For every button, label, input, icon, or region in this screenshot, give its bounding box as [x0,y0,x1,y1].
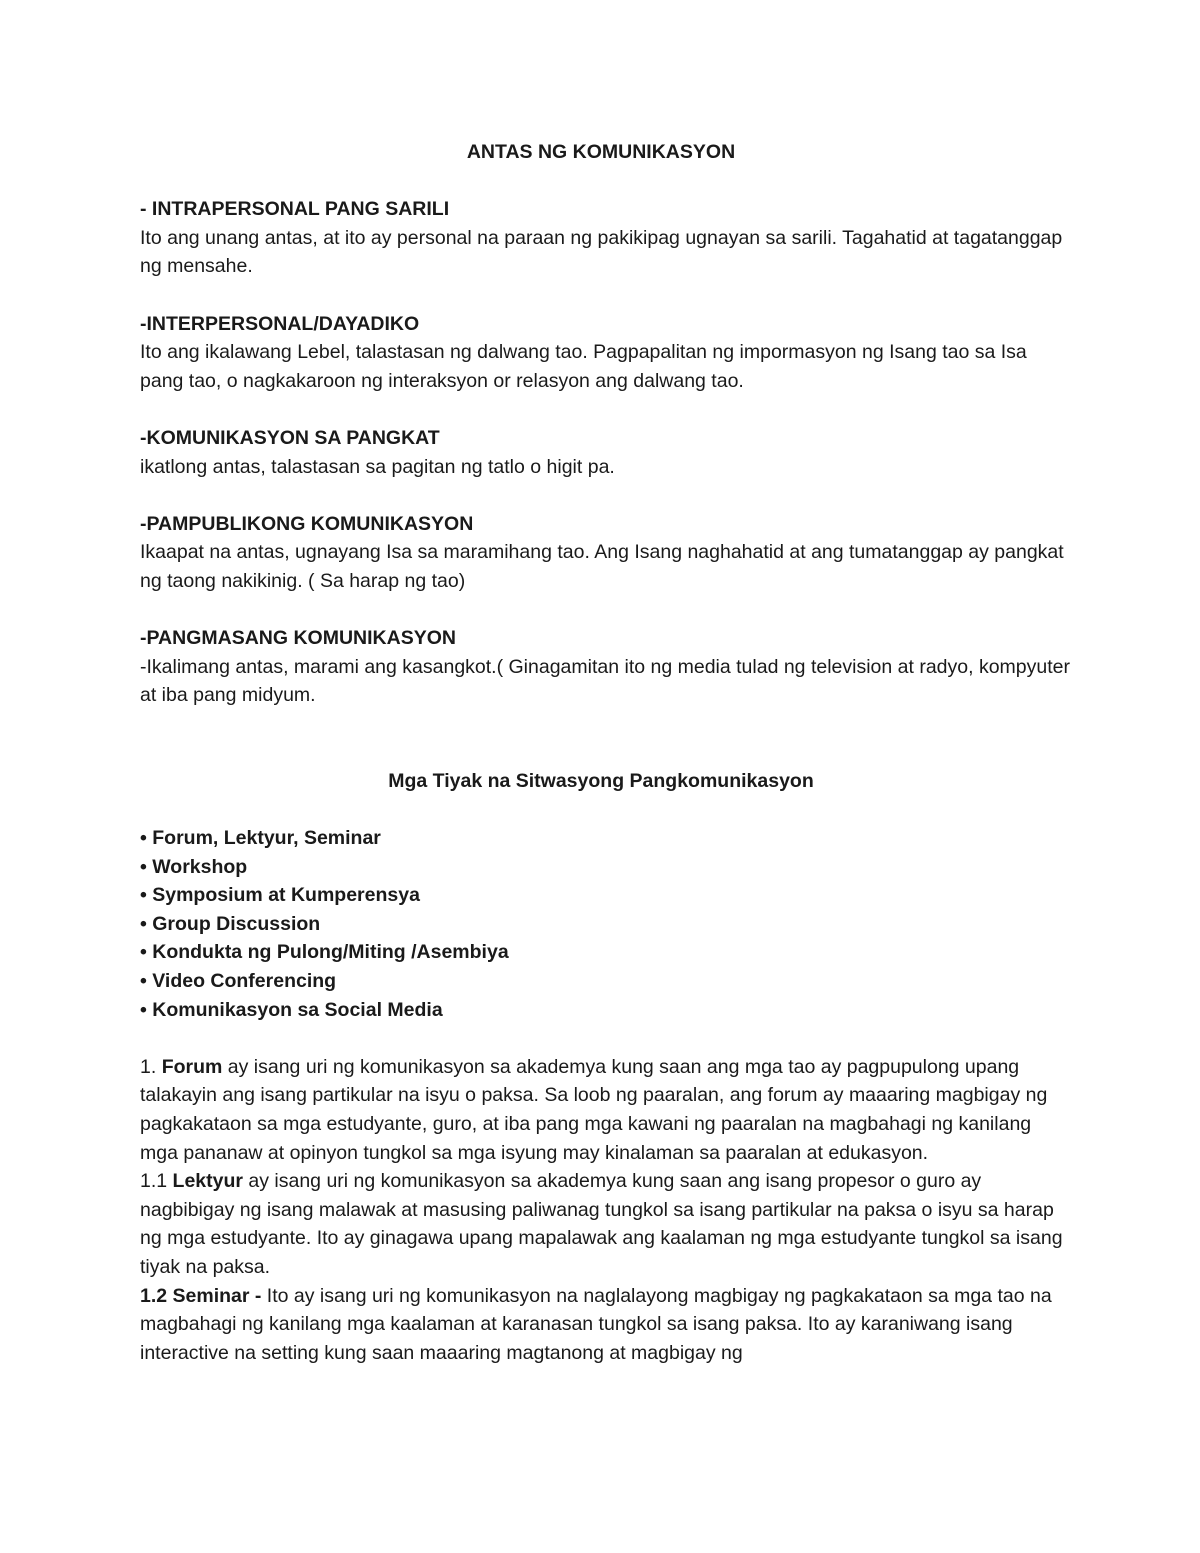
list-item: • Workshop [140,855,248,878]
detail-prefix: 1. [140,1055,162,1078]
detail-forum [140,1053,1070,1167]
situations-list [140,824,1070,1024]
document-page [140,138,1070,1367]
level-pangmasa [140,624,1070,710]
document-title: ANTAS NG KOMUNIKASYON [466,141,736,163]
level-pangkat [140,424,1070,481]
level-description: Ikaapat na antas, ugnayang Isa sa maramihang tao. Ang Isang naghahatid at ang tumatanggap ay pangkat ng taong nakikinig. ( Sa harap ng tao) [140,541,1064,592]
detail-term: 1.2 Seminar - [140,1284,262,1307]
level-heading: -PAMPUBLIKONG KOMUNIKASYON [140,512,474,535]
detail-term: Lektyur [172,1170,243,1193]
list-item: • Kondukta ng Pulong/Miting /Asembiya [140,941,509,964]
detail-body: Ito ay isang uri ng komunikasyon na naglalayong magbigay ng pagkakataon sa mga tao na magbahagi ng kanilang mga kaalaman at karanasan tungkol sa isang paksa. Ito ay karaniwang isang interactive na setting kung saan maaaring magtanong at magbigay ng [140,1284,1052,1364]
detail-seminar [140,1282,1070,1368]
level-heading: -PANGMASANG KOMUNIKASYON [140,627,456,650]
list-item: • Komunikasyon sa Social Media [140,998,443,1021]
detail-body: ay isang uri ng komunikasyon sa akademya kung saan ang isang propesor o guro ay nagbibigay ng isang malawak at masusing paliwanag tungkol sa isang partikular na paksa o isyu sa harap ng mga estudyante. Ito ay ginagawa upang mapalawak ang kaalaman ng mga estudyante tungkol sa isang tiyak na paksa. [140,1170,1063,1278]
situations-title: Mga Tiyak na Sitwasyong Pangkomunikasyon [388,769,814,792]
detail-term: Forum [161,1055,223,1078]
level-heading: - INTRAPERSONAL PANG SARILI [140,198,450,221]
detail-prefix: 1.1 [140,1170,173,1193]
level-description: Ito ang unang antas, at ito ay personal na paraan ng pakikipag ugnayan sa sarili. Tagahatid at tagatanggap ng mensahe. [140,226,1063,278]
level-interpersonal [140,310,1070,396]
level-heading: -KOMUNIKASYON SA PANGKAT [140,426,440,449]
level-description: -Ikalimang antas, marami ang kasangkot.( Ginagamitan ito ng media tulad ng television at radyo, kompyuter at iba pang midyum. [140,655,1070,707]
level-heading: -INTERPERSONAL/DAYADIKO [140,312,420,335]
list-item: • Video Conferencing [140,970,337,993]
list-item: • Forum, Lektyur, Seminar [140,827,381,850]
list-item: • Group Discussion [140,912,321,935]
level-intrapersonal [140,195,1070,281]
detail-lektyur [140,1167,1070,1281]
level-description: Ito ang ikalawang Lebel, talastasan ng dalwang tao. Pagpapalitan ng impormasyon ng Isang tao sa Isa pang tao, o nagkakaroon ng interaksyon or relasyon ang dalwang tao. [140,341,1027,392]
level-pampubliko [140,510,1070,596]
detail-body: ay isang uri ng komunikasyon sa akademya kung saan ang mga tao ay pagpupulong upang talakayin ang isang partikular na isyu o paksa. Sa loob ng paaralan, ang forum ay maaaring magbigay ng pagkakataon sa mga estudyante, guro, at iba pang mga kawani ng paaralan na magbahagi ng kanilang mga pananaw at opinyon tungkol sa mga isyung may kinalaman sa paaralan at edukasyon. [140,1055,1048,1164]
level-description: ikatlong antas, talastasan sa pagitan ng tatlo o higit pa. [140,455,615,478]
list-item: • Symposium at Kumperensya [140,884,420,907]
